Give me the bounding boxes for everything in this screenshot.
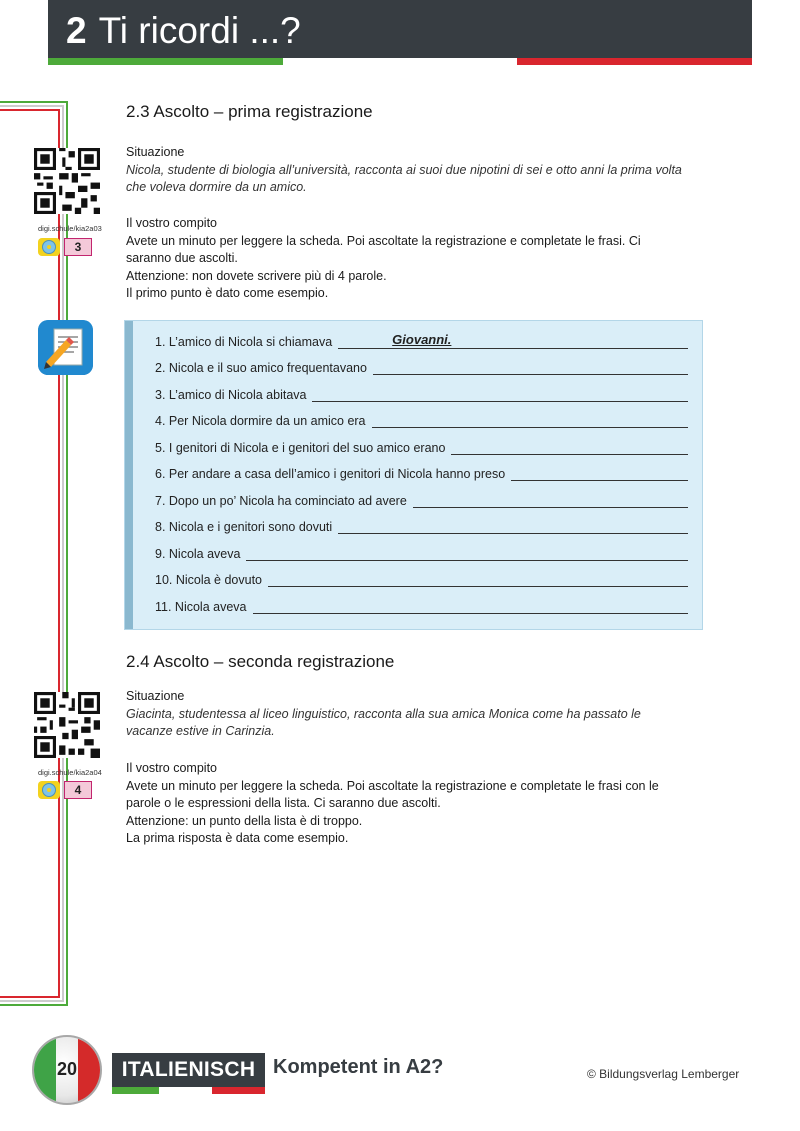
qr-code-icon[interactable] [34, 148, 100, 214]
exercise-box [124, 320, 703, 630]
copyright: © Bildungsverlag Lemberger [587, 1067, 740, 1081]
cd-icon [38, 238, 60, 256]
footer-red-stripe [212, 1087, 265, 1094]
answer-line[interactable] [312, 385, 688, 402]
footer-subtitle: Kompetent in A2? [273, 1056, 444, 1078]
answer-line[interactable] [373, 358, 688, 375]
page-title [66, 6, 301, 56]
situation-label: Situazione [126, 145, 185, 159]
exercise-item[interactable]: 5. I genitori di Nicola e i genitori del suo amico erano [155, 433, 688, 455]
task-label: Il vostro compito [126, 761, 218, 775]
task-block-2 [126, 760, 686, 848]
situation-label: Situazione [126, 689, 185, 703]
situation-block-2 [126, 688, 686, 741]
answer-line[interactable] [511, 464, 688, 481]
answer-line[interactable] [372, 411, 688, 428]
page-number-badge [32, 1035, 102, 1105]
situation-block-1 [126, 144, 686, 197]
answer-line[interactable] [451, 438, 688, 455]
header-red-stripe [517, 58, 752, 65]
exercise-item[interactable]: 8. Nicola e i genitori sono dovuti [155, 512, 688, 534]
task-line: Attenzione: un punto della lista è di troppo. [126, 813, 363, 828]
section-title-2-4: 2.4 Ascolto – seconda registrazione [126, 652, 395, 671]
task-line: Avete un minuto per leggere la scheda. Poi ascoltate la registrazione e completate le frasi. Ci saranno due ascolti. [126, 233, 641, 265]
exercise-item[interactable]: 3. L’amico di Nicola abitava [155, 380, 688, 402]
task-line: Avete un minuto per leggere la scheda. Poi ascoltate la registrazione e completate le frasi con le parole o le espressioni della lista. Ci saranno due ascolti. [126, 778, 659, 810]
task-label: Il vostro compito [126, 216, 218, 230]
notepad-pencil-icon [38, 320, 93, 375]
answer-line[interactable] [246, 544, 688, 561]
exercise-item[interactable]: 9. Nicola aveva [155, 539, 688, 561]
answer-line[interactable] [413, 491, 688, 508]
footer-green-stripe [112, 1087, 159, 1094]
exercise-item[interactable]: 1. L’amico di Nicola si chiamava Giovanni. [155, 327, 688, 349]
qr-caption: digi.schule/kia2a04 [38, 768, 102, 777]
situation-text: Nicola, studente di biologia all’università, racconta ai suoi due nipotini di sei e otto anni la prima volta che voleva dormire da un amico. [126, 162, 682, 194]
section-title-2-3: 2.3 Ascolto – prima registrazione [126, 102, 373, 121]
exercise-item[interactable]: 10. Nicola è dovuto [155, 565, 688, 587]
qr-code-icon[interactable] [34, 692, 100, 758]
answer-line[interactable] [338, 332, 688, 349]
answer-line[interactable] [268, 570, 688, 587]
exercise-item[interactable]: 11. Nicola aveva [155, 592, 688, 614]
exercise-stripe [125, 321, 133, 629]
subject-label: ITALIENISCH [112, 1053, 265, 1087]
answer-line[interactable] [253, 597, 689, 614]
answer-line[interactable] [338, 517, 688, 534]
example-answer: Giovanni. [392, 332, 452, 347]
task-line: Il primo punto è dato come esempio. [126, 286, 329, 300]
situation-text: Giacinta, studentessa al liceo linguistico, racconta alla sua amica Monica come ha passato le vacanze estive in Carinzia. [126, 706, 641, 738]
chapter-number: 2 [66, 10, 87, 51]
track-number: 4 [64, 781, 92, 799]
cd-icon [38, 781, 60, 799]
exercise-item[interactable]: 4. Per Nicola dormire da un amico era [155, 406, 688, 428]
qr-caption: digi.schule/kia2a03 [38, 224, 102, 233]
task-line: La prima risposta è data come esempio. [126, 831, 349, 845]
page-number: 20 [56, 1059, 78, 1079]
exercise-item[interactable]: 2. Nicola e il suo amico frequentavano [155, 353, 688, 375]
exercise-item[interactable]: 7. Dopo un po’ Nicola ha cominciato ad avere [155, 486, 688, 508]
header-green-stripe [48, 58, 283, 65]
exercise-item[interactable]: 6. Per andare a casa dell’amico i genitori di Nicola hanno preso [155, 459, 688, 481]
track-number: 3 [64, 238, 92, 256]
chapter-title: Ti ricordi ...? [98, 10, 301, 51]
task-block-1 [126, 215, 686, 303]
task-line: Attenzione: non dovete scrivere più di 4 parole. [126, 268, 387, 283]
